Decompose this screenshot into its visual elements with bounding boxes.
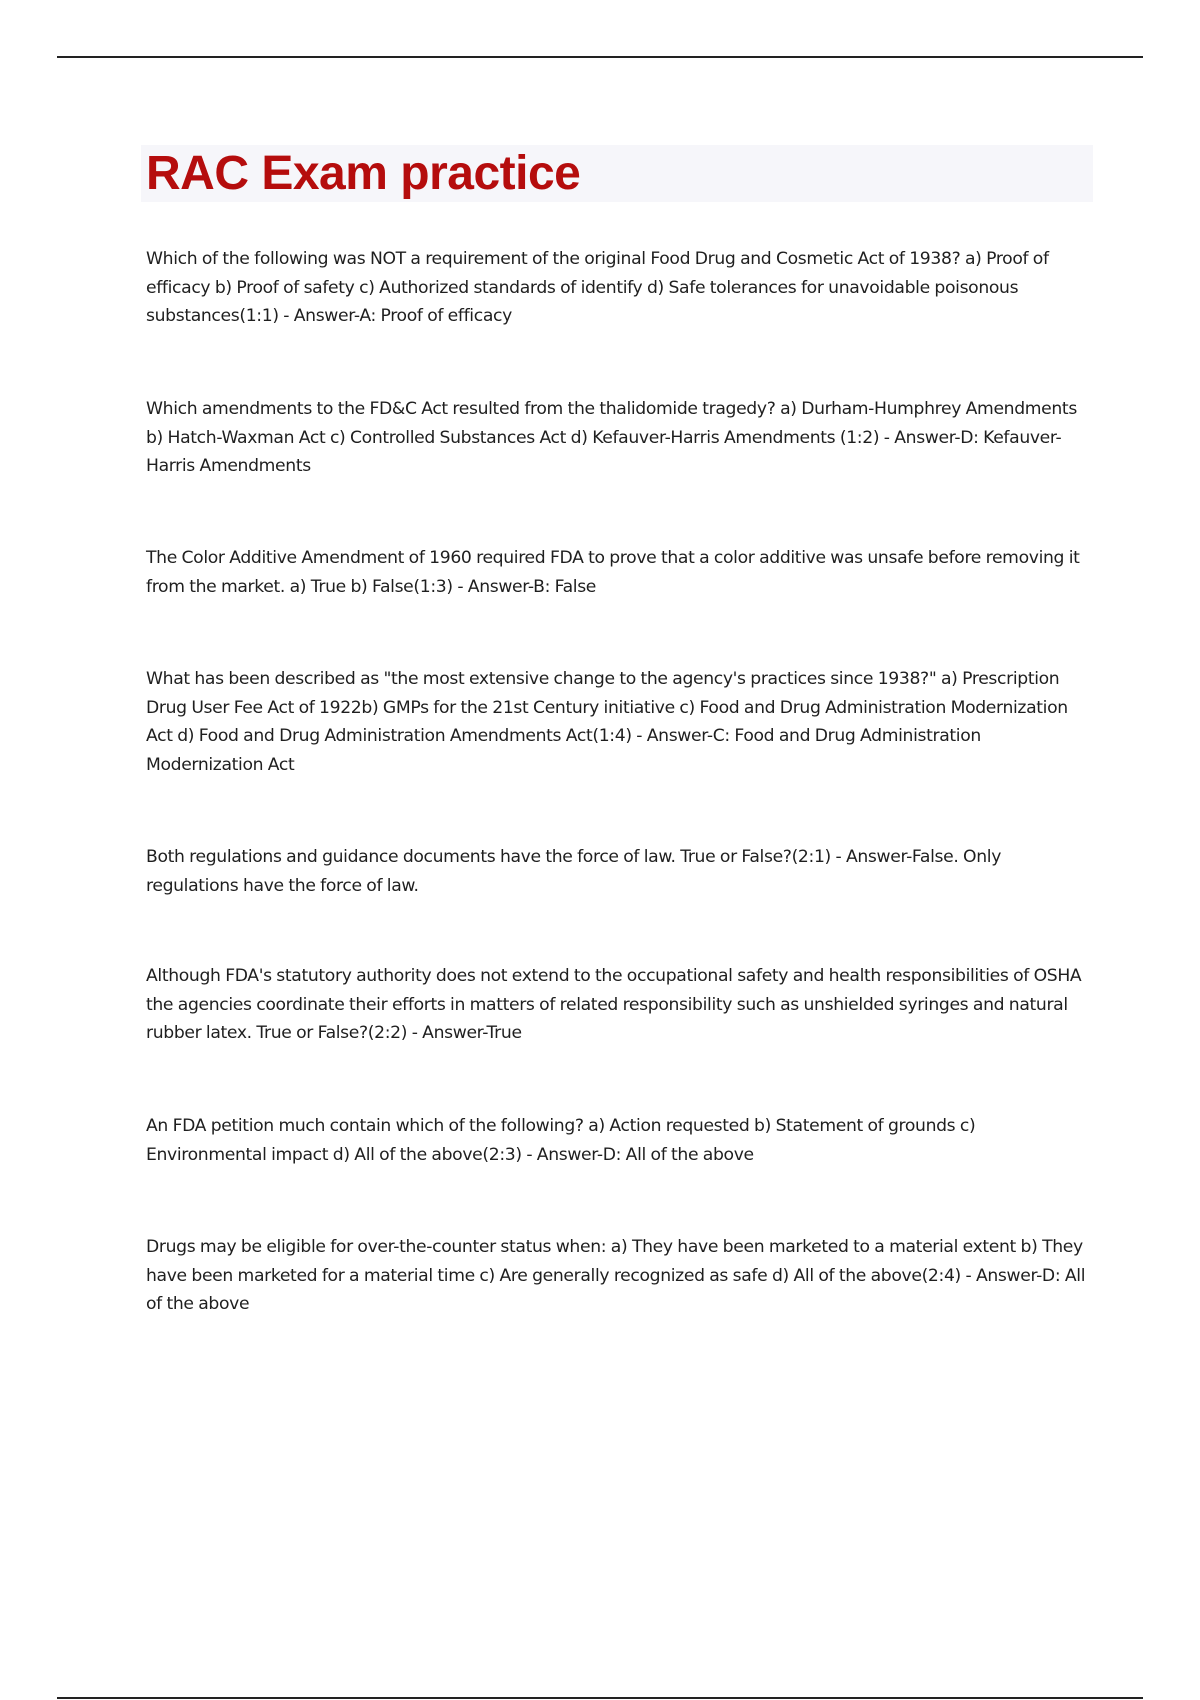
question-6: Although FDA's statutory authority does not extend to the occupational safety and health responsibilities of OSHA the agencies coordinate their efforts in matters of related responsibility such as unshielded syringes and natural rubber latex. True or False?(2:2) - Answer-True — [146, 966, 1082, 1043]
question-2: Which amendments to the FD&C Act resulted from the thalidomide tragedy? a) Durham-Humphrey Amendments b) Hatch-Waxman Act c) Controlled Substances Act d) Kefauver-Harris Amendments (1:2) - Answer-D: Kefauver-Harris Amendments — [146, 399, 1077, 476]
top-rule — [57, 56, 1143, 58]
question-7: An FDA petition much contain which of the following? a) Action requested b) Statement of grounds c) Environmental impact d) All of the above(2:3) - Answer-D: All of the above — [146, 1116, 976, 1165]
document-title: RAC Exam practice — [146, 147, 581, 200]
question-8: Drugs may be eligible for over-the-counter status when: a) They have been marketed to a material extent b) They have been marketed for a material time c) Are generally recognized as safe d) All of the above(2:4) - Answer-D: All of the above — [146, 1237, 1086, 1314]
question-1: Which of the following was NOT a requirement of the original Food Drug and Cosmetic Act of 1938? a) Proof of efficacy b) Proof of safety c) Authorized standards of identify d) Safe tolerances for unavoidable poisonous substances(1:1) - Answer-A: Proof of efficacy — [146, 249, 1049, 326]
question-5: Both regulations and guidance documents have the force of law. True or False?(2:1) - Answer-False. Only regulations have the force of law. — [146, 847, 1002, 896]
question-3: The Color Additive Amendment of 1960 required FDA to prove that a color additive was unsafe before removing it from the market. a) True b) False(1:3) - Answer-B: False — [146, 548, 1080, 597]
bottom-rule — [57, 1697, 1143, 1699]
question-4: What has been described as "the most extensive change to the agency's practices since 1938?" a) Prescription Drug User Fee Act of 1922b) GMPs for the 21st Century initiative c) Food and Drug Administration Modernization Act d) Food and Drug Administration Amendments Act(1:4) - Answer-C: Food and Drug Administration Modernization Act — [146, 669, 1068, 775]
